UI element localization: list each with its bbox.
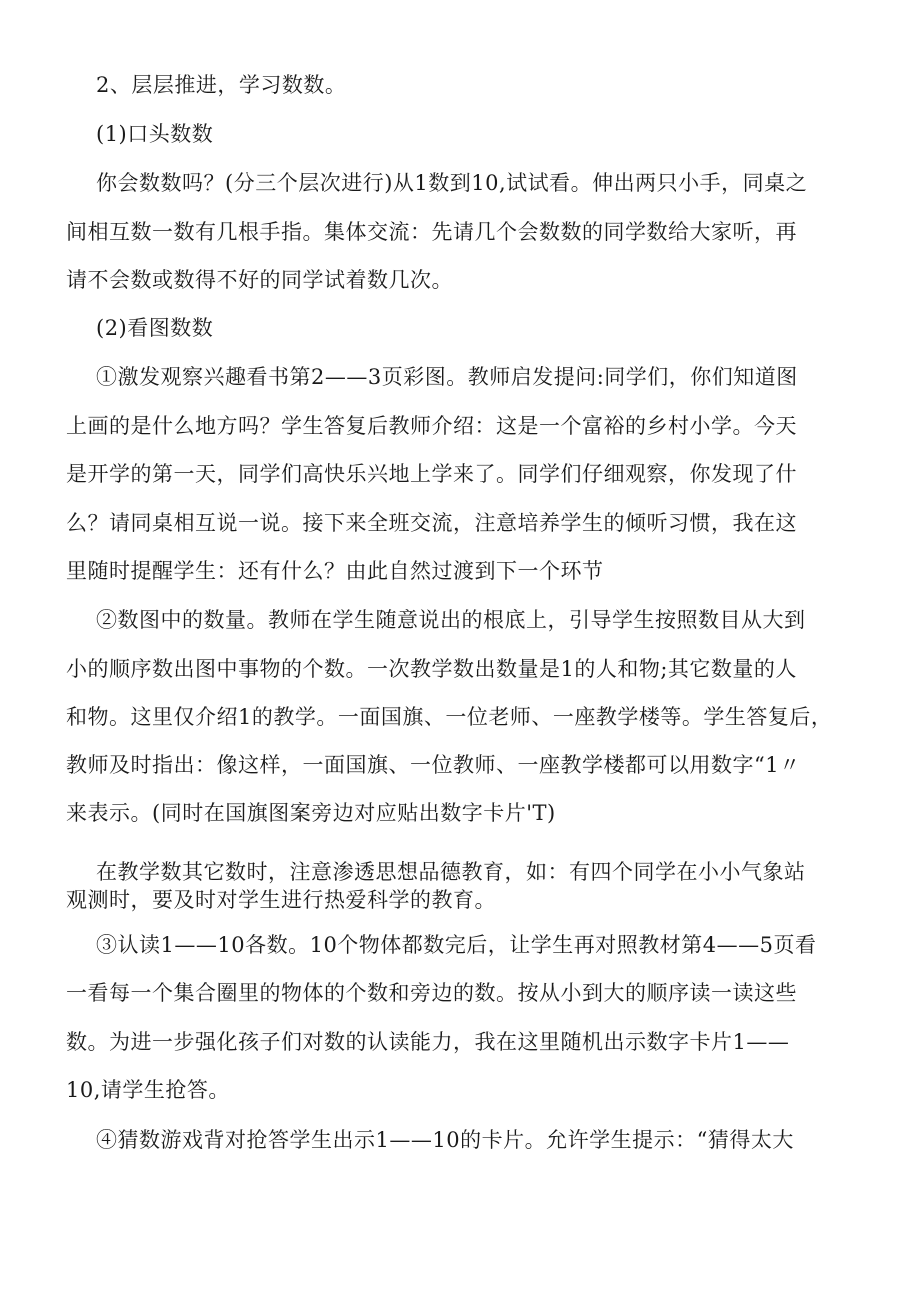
paragraph-line: 上画的是什么地方吗？学生答复后教师介绍：这是一个富裕的乡村小学。今天 — [66, 414, 797, 438]
paragraph-line: 间相互数一数有几根手指。集体交流：先请几个会数数的同学数给大家听，再 — [66, 220, 797, 244]
paragraph-line: 数。为进一步强化孩子们对数的认读能力，我在这里随机出示数字卡片1—— — [66, 1030, 790, 1054]
paragraph-line: 是开学的第一天，同学们高快乐兴地上学来了。同学们仔细观察，你发现了什 — [66, 462, 797, 486]
paragraph-line: 小的顺序数出图中事物的个数。一次教学数出数量是1的人和物;其它数量的人 — [66, 657, 797, 681]
paragraph-line: ①激发观察兴趣看书第2——3页彩图。教师启发提问:同学们，你们知道图 — [96, 365, 798, 389]
paragraph-line: 来表示。(同时在国旗图案旁边对应贴出数字卡片'T) — [66, 801, 556, 825]
paragraph-line: 请不会数或数得不好的同学试着数几次。 — [66, 268, 453, 292]
subheading-picture-counting: (2)看图数数 — [96, 316, 214, 340]
paragraph-line: 和物。这里仅介绍1的教学。一面国旗、一位老师、一座教学楼等。学生答复后， — [66, 705, 833, 729]
paragraph-line: ④猜数游戏背对抢答学生出示1——10的卡片。允许学生提示：“猜得太大 — [96, 1128, 794, 1152]
paragraph-line: 么？请同桌相互说一说。接下来全班交流，注意培养学生的倾听习惯，我在这 — [66, 511, 797, 535]
paragraph-line: 教师及时指出：像这样，一面国旗、一位教师、一座教学楼都可以用数字“1〃 — [66, 753, 801, 777]
paragraph-line: ③认读1——10各数。10个物体都数完后，让学生再对照教材第4——5页看 — [96, 933, 817, 957]
paragraph-line: 里随时提醒学生：还有什么？由此自然过渡到下一个环节 — [66, 559, 604, 583]
subheading-oral-counting: (1)口头数数 — [96, 122, 214, 146]
paragraph-line: 一看每一个集合圈里的物体的个数和旁边的数。按从小到大的顺序读一读这些 — [66, 981, 797, 1005]
paragraph-line: 观测时，要及时对学生进行热爱科学的教育。 — [66, 888, 496, 912]
paragraph-line: 你会数数吗？(分三个层次进行)从1数到10,试试看。伸出两只小手，同桌之 — [96, 171, 808, 195]
paragraph-line: ②数图中的数量。教师在学生随意说出的根底上，引导学生按照数目从大到 — [96, 608, 806, 632]
paragraph-line: 10,请学生抢答。 — [66, 1078, 230, 1102]
section-heading: 2、层层推进，学习数数。 — [96, 73, 347, 97]
paragraph-line: 在教学数其它数时，注意渗透思想品德教育，如：有四个同学在小小气象站 — [96, 860, 806, 884]
